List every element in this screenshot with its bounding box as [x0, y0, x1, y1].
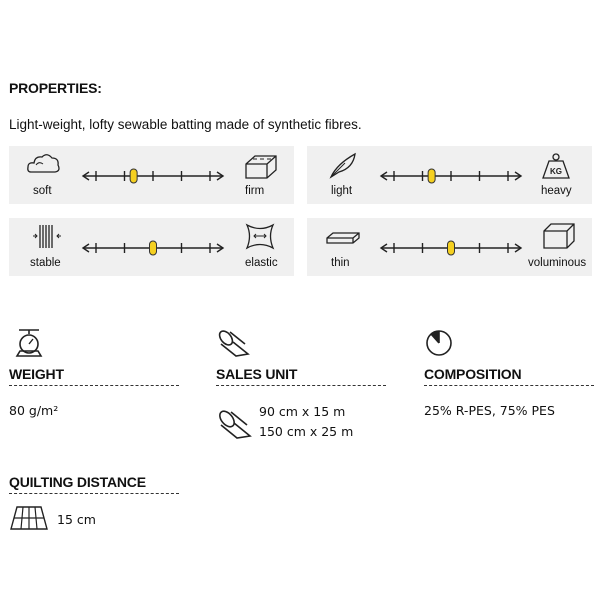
scale-left-label: thin: [331, 257, 350, 269]
sales-unit-value-1: 90 cm x 15 m: [259, 404, 346, 419]
scale-marker: [130, 169, 137, 183]
properties-description: Light-weight, lofty sewable batting made of synthetic fibres.: [9, 117, 362, 132]
scale-panel-elasticity: [9, 218, 294, 276]
scale-right-label: firm: [245, 185, 265, 197]
scale-right-label: heavy: [541, 185, 572, 197]
svg-text:KG: KG: [550, 167, 562, 176]
scale-right-label: voluminous: [528, 257, 587, 269]
scale-marker: [428, 169, 435, 183]
weight-value: 80 g/m²: [9, 403, 59, 418]
quilting-title: QUILTING DISTANCE: [9, 474, 146, 490]
scale-marker: [448, 241, 455, 255]
roll-icon: [216, 406, 252, 440]
scale-left-label: soft: [33, 185, 52, 197]
weight-divider: [9, 385, 179, 386]
scale-marker: [150, 241, 157, 255]
sales-unit-value-2: 150 cm x 25 m: [259, 424, 354, 439]
weight-title: WEIGHT: [9, 366, 64, 382]
composition-title: COMPOSITION: [424, 366, 522, 382]
scale-right-label: elastic: [245, 257, 278, 269]
composition-divider: [424, 385, 594, 386]
sales-unit-title: SALES UNIT: [216, 366, 298, 382]
quilt-icon: [9, 504, 49, 532]
scale-left-label: light: [331, 185, 353, 197]
properties-heading: PROPERTIES:: [9, 80, 102, 96]
pie-chart-icon: [424, 326, 456, 358]
scale-icon: [13, 326, 45, 358]
scale-left-label: stable: [30, 257, 61, 269]
roll-icon: [216, 326, 250, 358]
scale-panel-volume: [307, 218, 592, 276]
quilting-value: 15 cm: [57, 512, 96, 527]
sales-unit-divider: [216, 385, 386, 386]
composition-value: 25% R-PES, 75% PES: [424, 403, 555, 418]
scale-panel-softness: [9, 146, 294, 204]
quilting-divider: [9, 493, 179, 494]
scale-panel-weight: [307, 146, 592, 204]
